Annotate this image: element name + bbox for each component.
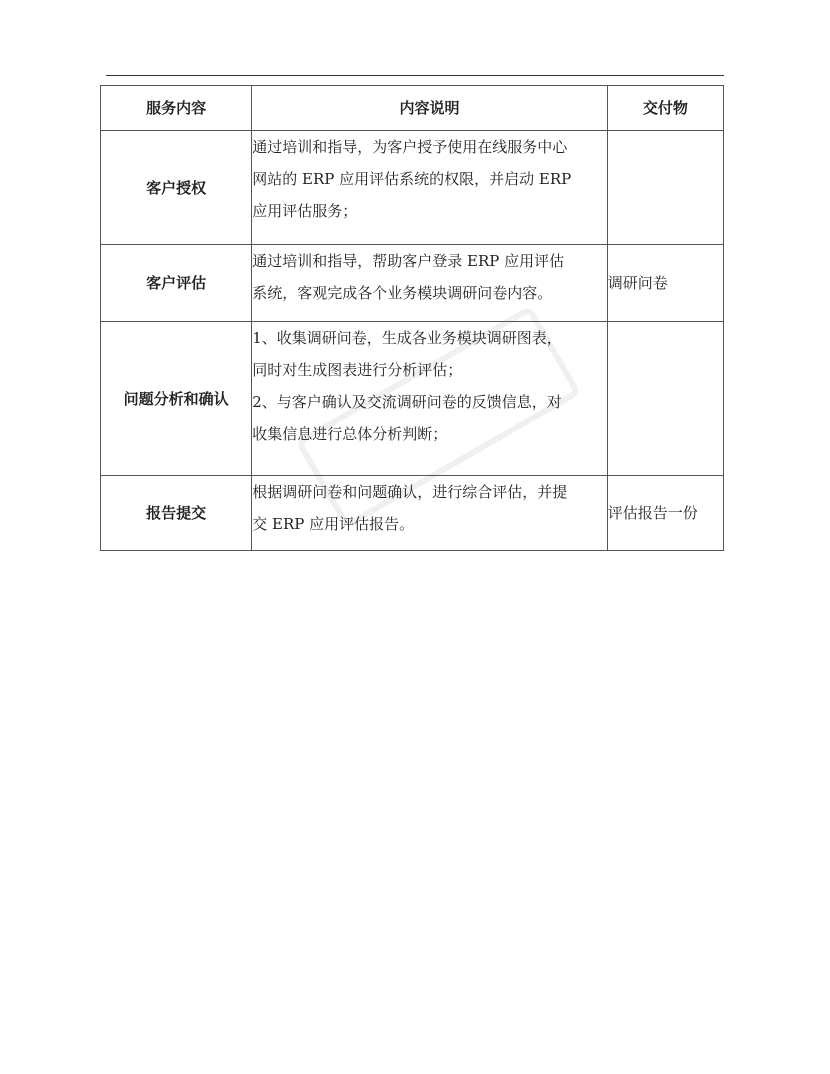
description-line: 应用评估服务； [252, 202, 358, 220]
description-cell [252, 322, 608, 476]
header-description: 内容说明 [252, 86, 608, 131]
description-line: 1、收集调研问卷，生成各业务模块调研图表， [252, 329, 562, 347]
service-table [100, 85, 724, 551]
description-line: 通过培训和指导，为客户授予使用在线服务中心 [252, 138, 568, 156]
description-line: 网站的 ERP 应用评估系统的权限，并启动 ERP [252, 170, 572, 188]
service-cell: 问题分析和确认 [101, 322, 252, 476]
description-line: 2、与客户确认及交流调研问卷的反馈信息，对 [252, 393, 562, 411]
description-cell [252, 245, 608, 322]
table-row [101, 245, 724, 322]
description-line: 根据调研问卷和问题确认，进行综合评估，并提 [252, 483, 568, 501]
description-line: 交 ERP 应用评估报告。 [252, 515, 415, 533]
table-header-row [101, 86, 724, 131]
deliverable-cell: 评估报告一份 [607, 476, 723, 551]
service-cell: 客户评估 [101, 245, 252, 322]
header-deliverable: 交付物 [607, 86, 723, 131]
table-row [101, 131, 724, 245]
description-cell [252, 476, 608, 551]
service-cell: 报告提交 [101, 476, 252, 551]
deliverable-cell [607, 322, 723, 476]
service-cell: 客户授权 [101, 131, 252, 245]
description-line: 系统，客观完成各个业务模块调研问卷内容。 [252, 284, 553, 302]
deliverable-cell: 调研问卷 [607, 245, 723, 322]
header-service: 服务内容 [101, 86, 252, 131]
header-rule [106, 75, 724, 76]
deliverable-cell [607, 131, 723, 245]
description-cell [252, 131, 608, 245]
description-line: 同时对生成图表进行分析评估； [252, 361, 463, 379]
description-line: 通过培训和指导，帮助客户登录 ERP 应用评估 [252, 252, 565, 270]
description-line: 收集信息进行总体分析判断； [252, 425, 448, 443]
table-row [101, 322, 724, 476]
table-row [101, 476, 724, 551]
